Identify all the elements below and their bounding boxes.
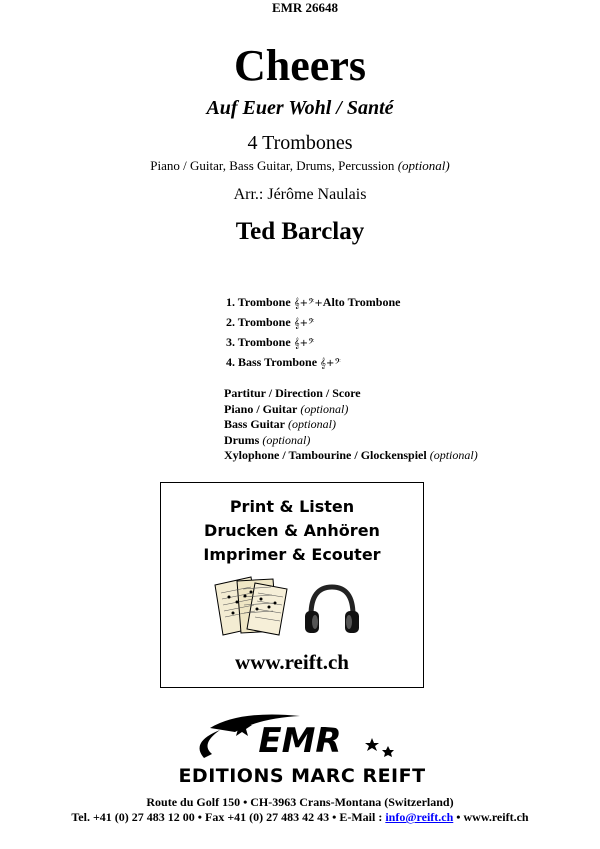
contact-suffix: • www.reift.ch — [456, 810, 529, 824]
composer: Ted Barclay — [235, 218, 365, 245]
part-label: 2. Trombone — [226, 315, 291, 329]
score-part-note: (optional) — [288, 417, 337, 431]
publisher-address: Route du Golf 150 • CH-3963 Crans-Montana (Switzerland) — [146, 795, 454, 809]
part-item — [226, 354, 400, 374]
print-listen-box — [160, 482, 424, 688]
treble-bass-clef-icon: 𝄞+𝄢 — [293, 338, 315, 349]
subtitle: Auf Euer Wohl / Santé — [206, 97, 394, 119]
publisher-name: EDITIONS MARC REIFT — [178, 765, 426, 787]
score-part-label: Bass Guitar — [224, 417, 286, 431]
part-item — [226, 294, 400, 314]
promo-line-3: Imprimer & Ecouter — [203, 545, 381, 564]
score-part-label: Piano / Guitar — [224, 401, 298, 416]
treble-bass-clef-icon: 𝄞+𝄢+ — [293, 298, 323, 309]
website-link[interactable]: www.reift.ch — [235, 650, 349, 674]
score-part-label: Partitur / Direction / Score — [224, 386, 361, 400]
accompaniment-text: Piano / Guitar, Bass Guitar, Drums, Percussion — [150, 158, 395, 173]
arranger: Arr.: Jérôme Naulais — [233, 186, 367, 203]
accompaniment — [0, 158, 600, 174]
score-parts-list — [224, 386, 478, 464]
optional-note: (optional) — [397, 158, 450, 173]
publisher-contact — [0, 810, 600, 824]
score-part-label: Xylophone / Tambourine / Glockenspiel — [224, 448, 427, 462]
promo-line-1: Print & Listen — [229, 497, 355, 516]
score-part-label: Drums — [224, 432, 260, 447]
score-part — [224, 402, 478, 418]
treble-bass-clef-icon: 𝄞+𝄢 — [320, 358, 341, 369]
score-part — [224, 386, 478, 402]
email-link[interactable]: info@reift.ch — [385, 810, 454, 824]
promo-line-2: Drucken & Anhören — [204, 521, 380, 540]
contact-prefix: Tel. +41 (0) 27 483 12 00 • Fax +41 (0) 27 483 42 43 • E-Mail : — [71, 810, 383, 824]
sheet-music-icon — [211, 575, 291, 637]
score-part — [224, 417, 478, 433]
part-suffix: Alto Trombone — [322, 295, 401, 309]
instrumentation: 4 Trombones — [247, 132, 353, 154]
score-part-note: (optional) — [262, 432, 311, 447]
part-item — [226, 314, 400, 334]
part-label: 4. Bass Trombone — [226, 355, 318, 369]
part-item — [226, 334, 400, 354]
headphones-icon — [303, 581, 361, 637]
emr-logo — [150, 708, 454, 788]
score-part-note: (optional) — [429, 448, 478, 462]
score-part — [224, 448, 478, 464]
logo-text: EMR — [258, 721, 342, 761]
parts-list — [226, 294, 400, 374]
treble-bass-clef-icon: 𝄞+𝄢 — [293, 318, 315, 329]
part-label: 1. Trombone — [226, 295, 291, 309]
part-label: 3. Trombone — [226, 335, 291, 349]
score-part — [224, 433, 478, 449]
catalog-number: EMR 26648 — [271, 0, 339, 15]
title: Cheers — [234, 41, 366, 90]
score-part-note: (optional) — [300, 401, 349, 416]
